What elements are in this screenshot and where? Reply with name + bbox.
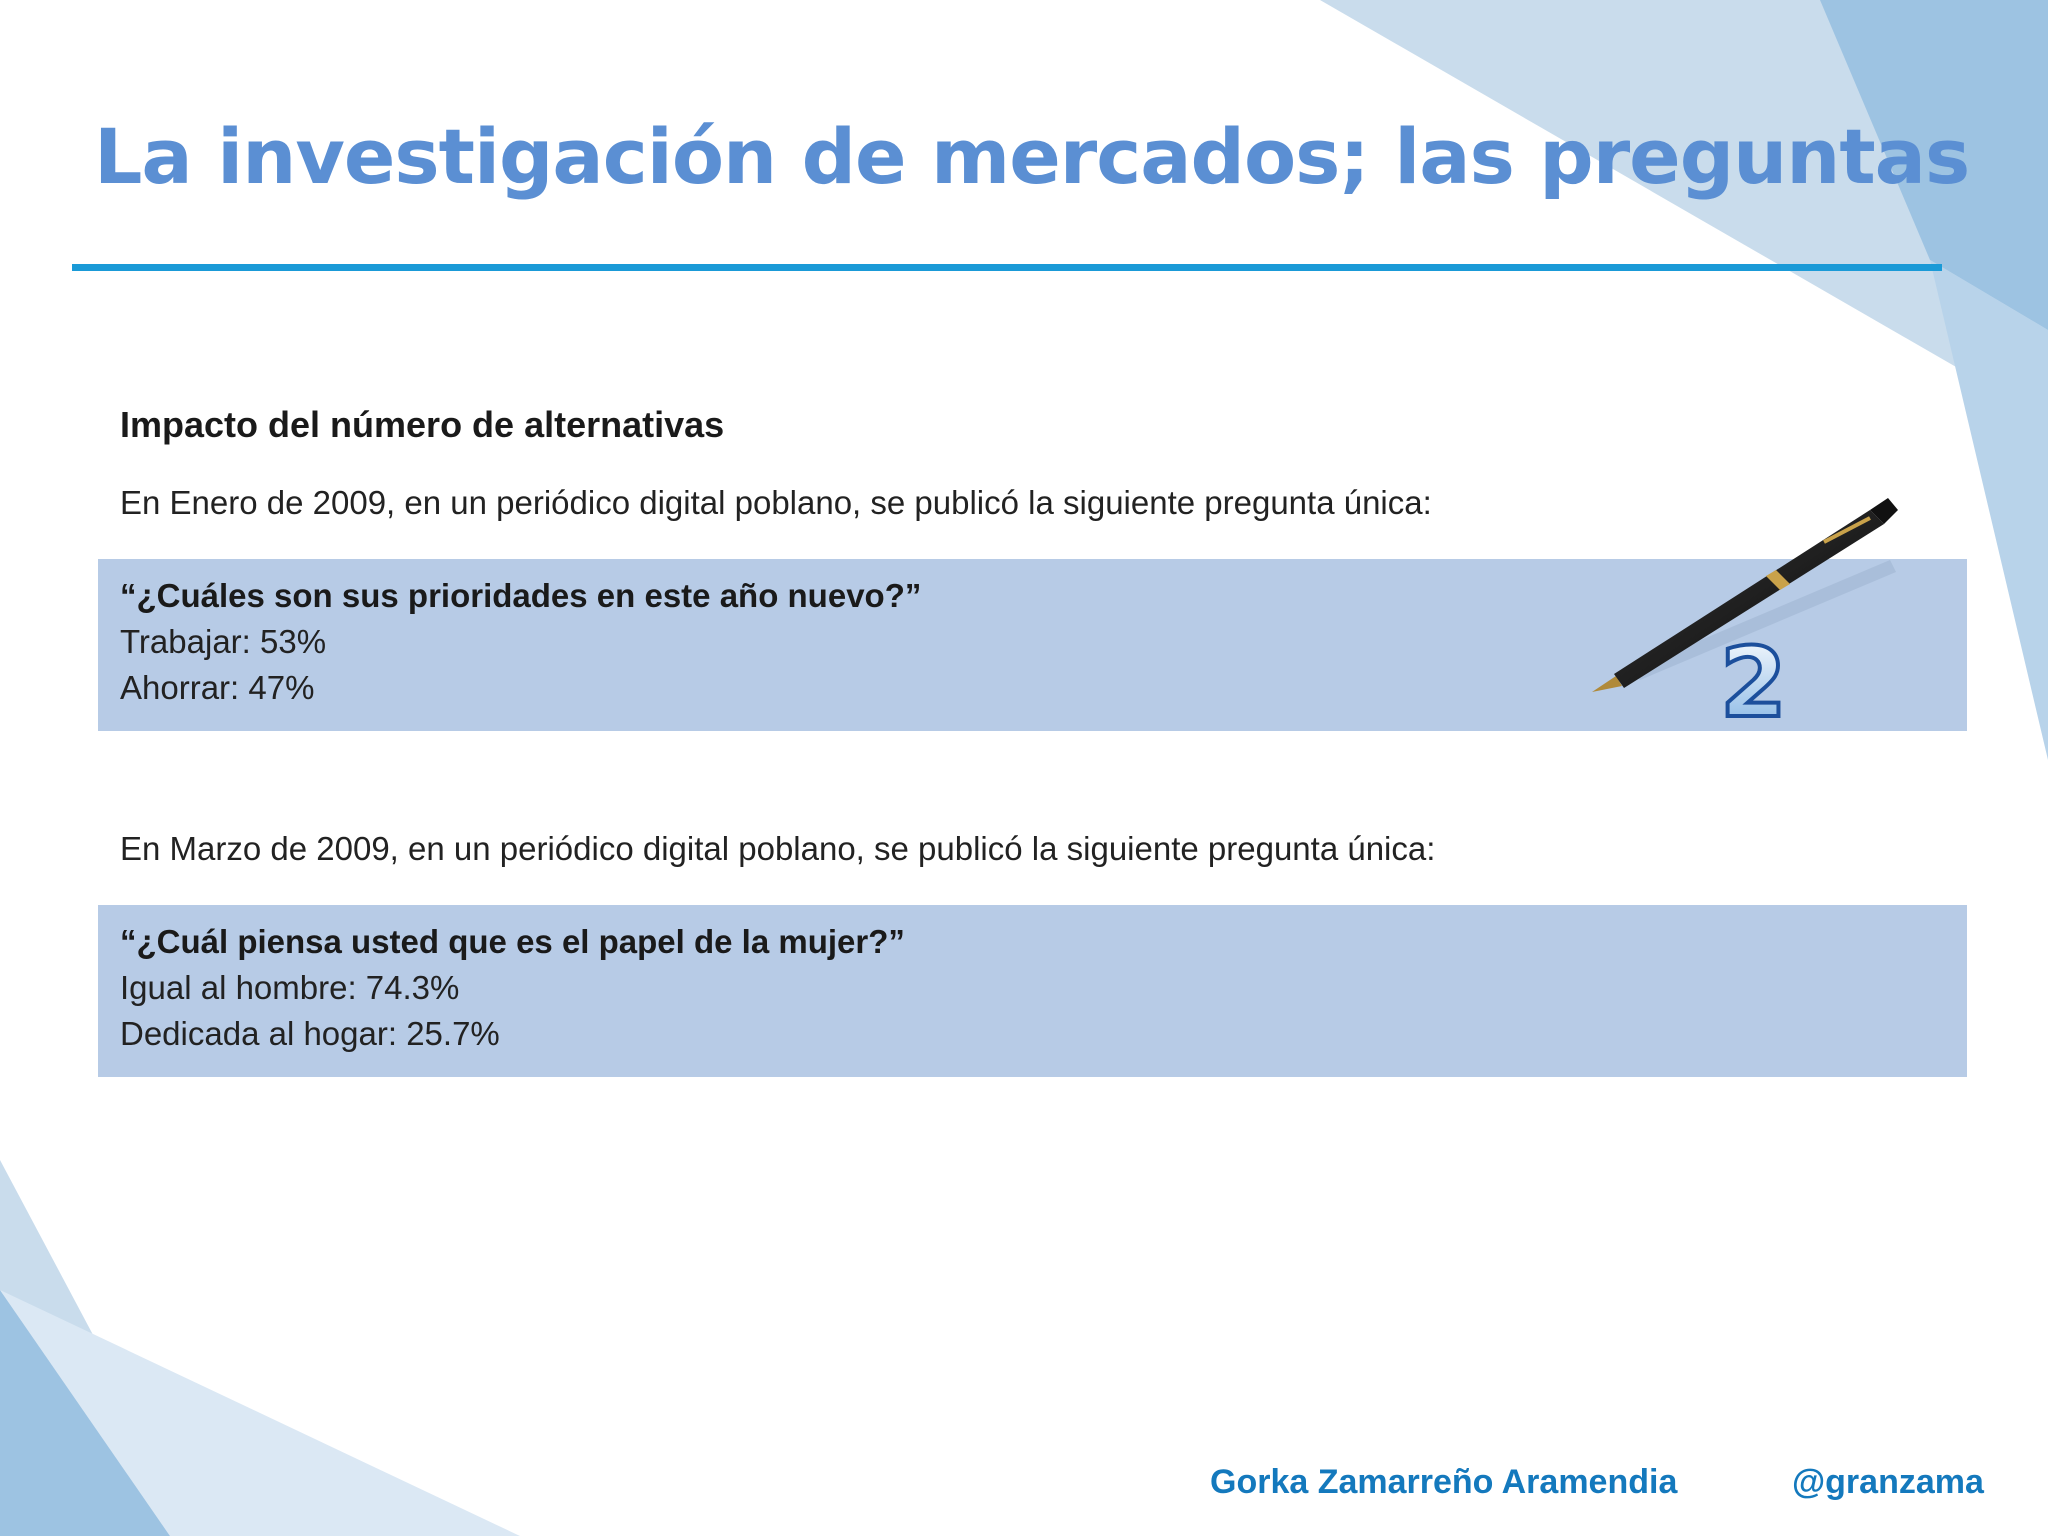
section-subtitle: Impacto del número de alternativas	[120, 404, 725, 445]
poll-1-intro: En Enero de 2009, en un periódico digital poblano, se publicó la siguiente pregunta única:	[120, 484, 1432, 521]
pen-icon	[1570, 490, 1910, 730]
title-divider	[72, 264, 1942, 271]
page-title: La investigación de mercados; las preguntas	[94, 112, 1970, 201]
poll-2-question: “¿Cuál piensa usted que es el papel de la mujer?”	[120, 923, 905, 960]
poll-2-intro: En Marzo de 2009, en un periódico digital poblano, se publicó la siguiente pregunta única:	[120, 830, 1436, 867]
poll-1-question: “¿Cuáles son sus prioridades en este año nuevo?”	[120, 577, 922, 614]
illustration-number: 2	[1720, 627, 1787, 730]
poll-2-option-1: Igual al hombre: 74.3%	[120, 969, 460, 1006]
poll-1-option-2: Ahorrar: 47%	[120, 669, 315, 706]
footer-handle: @granzama	[1792, 1463, 1984, 1501]
footer-author: Gorka Zamarreño Aramendia	[1210, 1463, 1678, 1501]
poll-2-box	[98, 905, 1967, 1077]
poll-2-option-2: Dedicada al hogar: 25.7%	[120, 1015, 500, 1052]
poll-1-option-1: Trabajar: 53%	[120, 623, 327, 660]
